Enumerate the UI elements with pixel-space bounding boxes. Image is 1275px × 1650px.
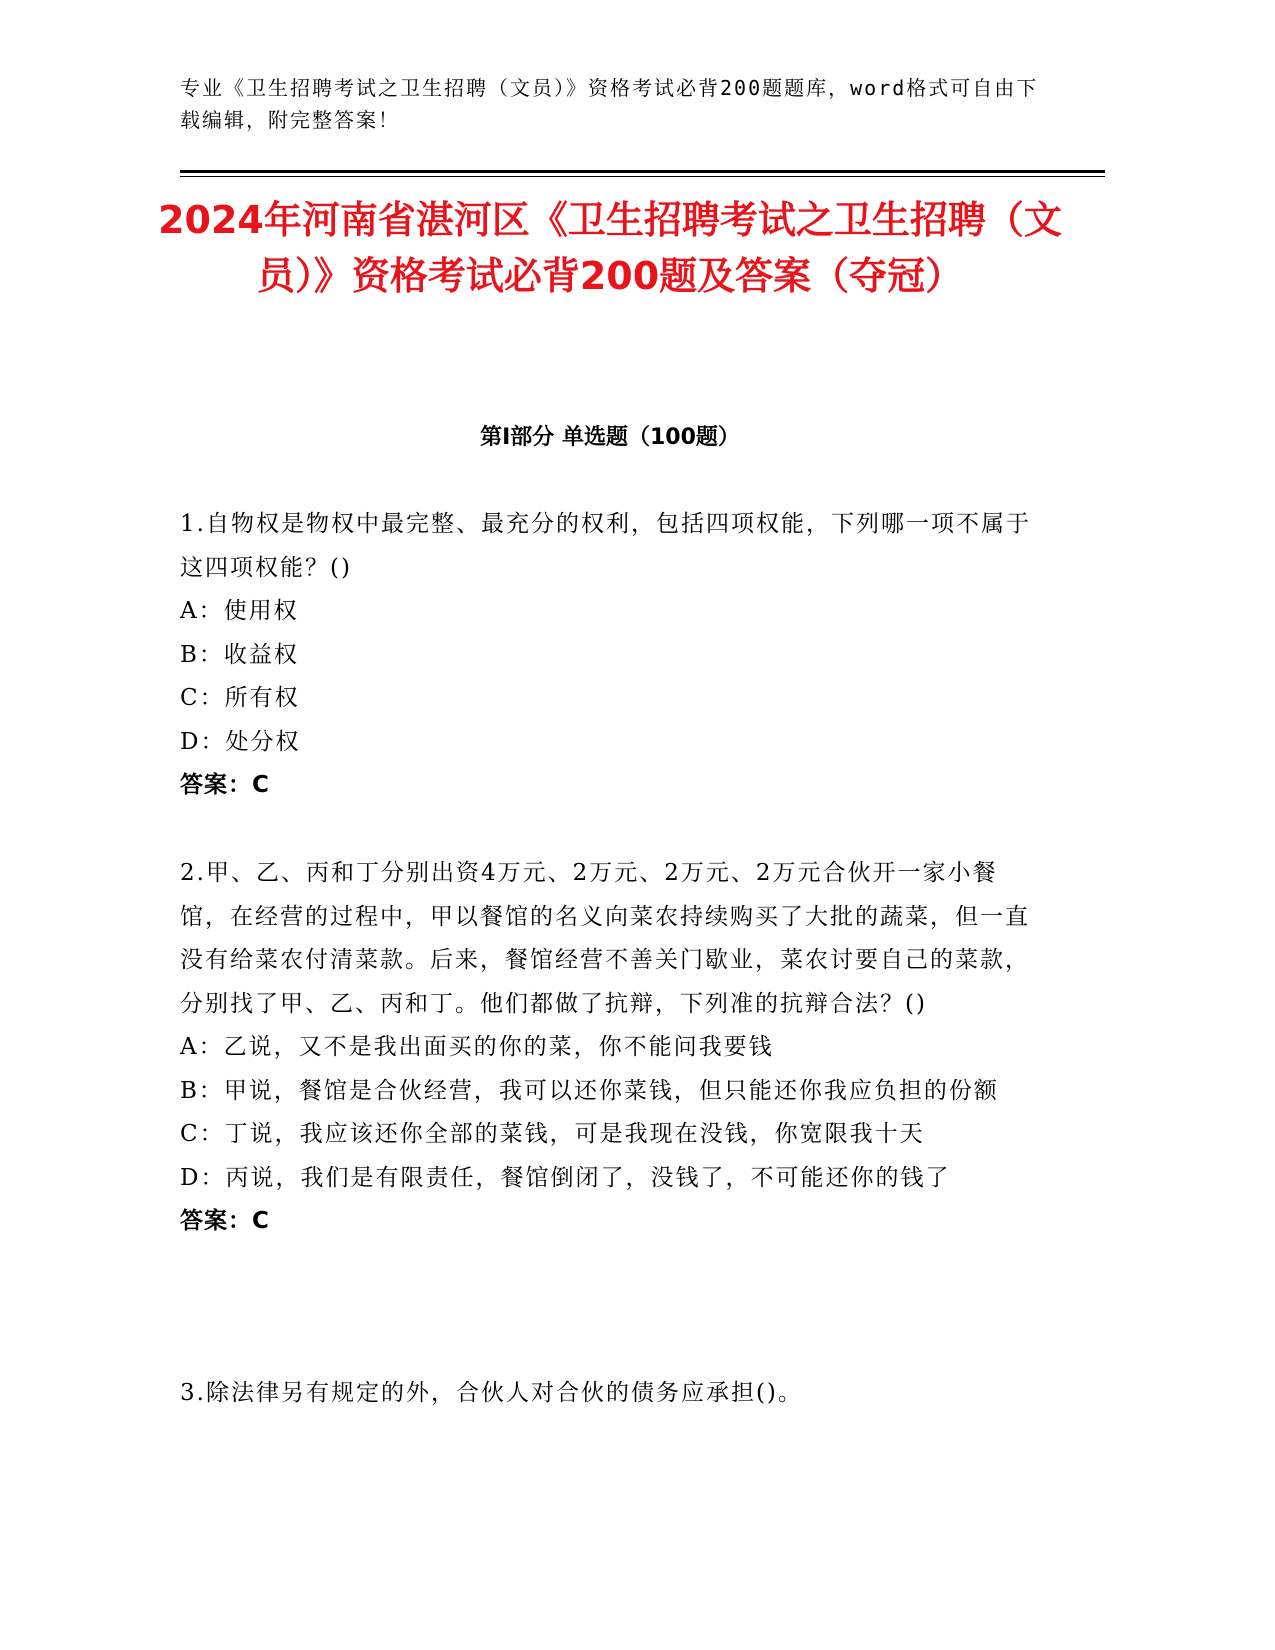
question-3 bbox=[180, 1372, 1040, 1416]
option-b: B：甲说，餐馆是合伙经营，我可以还你菜钱，但只能还你我应负担的份额 bbox=[180, 1077, 999, 1104]
document-title: 2024年河南省湛河区《卫生招聘考试之卫生招聘（文员）》资格考试必背200题及答案（夺冠） bbox=[158, 198, 1062, 298]
question-2 bbox=[180, 852, 1040, 1244]
answer: 答案：C bbox=[180, 1208, 270, 1234]
option-c: C：丁说，我应该还你全部的菜钱，可是我现在没钱，你宽限我十天 bbox=[180, 1121, 925, 1147]
option-b: B：收益权 bbox=[180, 641, 299, 668]
header-divider-thick bbox=[180, 170, 1105, 173]
answer: 答案：C bbox=[180, 772, 270, 798]
option-a: A：使用权 bbox=[180, 598, 299, 624]
section-title: 第Ⅰ部分 单选题（100题） bbox=[480, 425, 740, 450]
question-1 bbox=[180, 503, 1040, 808]
option-a: A：乙说，又不是我出面买的你的菜，你不能问我要钱 bbox=[180, 1034, 774, 1060]
option-d: D：丙说，我们是有限责任，餐馆倒闭了，没钱了，不可能还你的钱了 bbox=[180, 1164, 951, 1191]
option-c: C：所有权 bbox=[180, 685, 300, 711]
option-d: D：处分权 bbox=[180, 728, 301, 755]
question-stem: 3.除法律另有规定的外，合伙人对合伙的债务应承担()。 bbox=[180, 1380, 803, 1406]
question-stem: 1.自物权是物权中最完整、最充分的权利，包括四项权能，下列哪一项不属于这四项权能？() bbox=[180, 511, 1031, 581]
question-stem: 2.甲、乙、丙和丁分别出资4万元、2万元、2万元、2万元合伙开一家小餐馆，在经营的过程中，甲以餐馆的名义向菜农持续购买了大批的蔬菜，但一直没有给菜农付清菜款。后来，餐馆经营不善关门歇业，菜农讨要自己的菜款，分别找了甲、乙、丙和丁。他们都做了抗辩，下列准的抗辩合法？() bbox=[180, 860, 1030, 1017]
header-note: 专业《卫生招聘考试之卫生招聘（文员）》资格考试必背200题题库，word格式可自由下载编辑，附完整答案！ bbox=[180, 76, 1039, 132]
header-divider-thin bbox=[180, 176, 1105, 177]
